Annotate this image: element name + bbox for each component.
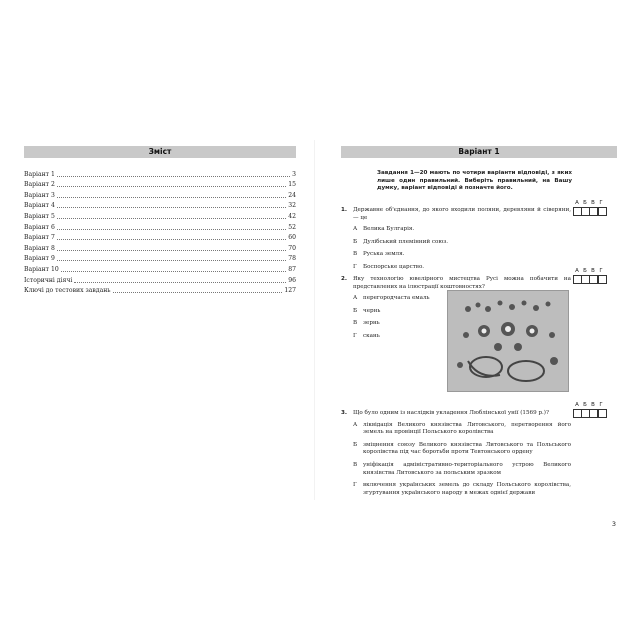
toc-entry-title: Варіант 6 [24,223,55,231]
toc-entry-page: 60 [288,234,296,242]
question-2 [341,276,571,346]
question-number: 1. [341,207,348,213]
option-letter: А [353,226,358,233]
question-3 [341,410,571,502]
answer-boxes[interactable] [573,409,606,418]
toc-entry-title: Варіант 9 [24,255,55,263]
toc-leader-dots [74,281,286,283]
options [341,422,571,498]
answer-grid-1[interactable] [573,200,606,216]
answer-grid-3[interactable] [573,402,606,418]
toc-entry-title: Історичні діячі [24,276,73,284]
answer-checkbox[interactable] [598,409,607,418]
answer-option [341,239,571,247]
toc-entry-title: Варіант 10 [24,265,59,273]
option-letter: В [353,320,358,327]
toc-entry-page: 96 [288,276,296,284]
table-of-contents [24,168,296,295]
toc-entry-page: 70 [288,244,296,252]
answer-label: А [575,402,579,408]
toc-entry-title: Варіант 3 [24,191,55,199]
page-number: 3 [611,520,616,528]
option-letter: В [353,461,358,468]
question-1 [341,207,571,277]
answer-option [341,295,441,303]
option-letter: Б [353,441,358,448]
variant-heading: Варіант 1 [341,146,617,158]
answer-label: Г [599,200,603,206]
toc-leader-dots [57,228,286,230]
options [341,226,571,271]
toc-leader-dots [57,249,286,251]
answer-boxes[interactable] [573,275,606,284]
answer-label: Б [583,200,587,206]
option-text: Велика Булгарія. [363,226,415,233]
toc-entry-page: 32 [288,202,296,210]
toc-entry[interactable] [24,200,296,211]
answer-label: А [575,200,579,206]
answer-option [341,422,571,437]
answer-option [341,442,571,457]
options [341,295,441,340]
option-letter: А [353,421,358,428]
answer-checkbox[interactable] [598,275,607,284]
option-text: включення українських земель до складу Польського королівства, згуртування українського народу в межах однієї держави [363,482,571,496]
toc-entry-page: 78 [288,255,296,263]
toc-entry[interactable] [24,210,296,221]
toc-leader-dots [61,270,287,272]
toc-entry-page: 3 [292,170,296,178]
toc-entry-page: 42 [288,212,296,220]
question-text: Що було одним із наслідків укладення Люблінської унії (1569 р.)? [353,410,549,416]
answer-grid-2[interactable] [573,268,606,284]
option-letter: Г [353,332,357,339]
toc-entry-page: 52 [288,223,296,231]
toc-entry-title: Варіант 5 [24,212,55,220]
question-text: Яку технологію ювелірного мистецтва Русі можна побачити на представлених на ілюстрації коштовностях? [353,276,571,290]
instructions: Завдання 1—20 мають по чотири варіанти відповіді, з яких лише один правильний. Виберіть правильний, на Вашу думку, варіант відповіді й позначте його. [377,170,572,192]
toc-entry-title: Варіант 7 [24,234,55,242]
toc-entry-title: Ключі до тестових завдань [24,287,111,295]
toc-entry[interactable] [24,168,296,179]
toc-entry[interactable] [24,253,296,264]
toc-entry-title: Варіант 4 [24,202,55,210]
toc-entry[interactable] [24,263,296,274]
option-text: зернь [363,320,380,327]
toc-leader-dots [57,185,286,187]
answer-checkbox[interactable] [598,207,607,216]
answer-label: Б [583,402,587,408]
option-text: зміцнення союзу Великого князівства Литовського та Польського королівства під час боротьби проти Тевтонського ордену [363,441,571,456]
answer-label: Г [599,402,603,408]
answer-option [341,333,441,341]
answer-label: Б [583,268,587,274]
option-text: чернь [363,307,381,314]
answer-option [341,264,571,272]
option-text: Дулібський племінний союз. [363,238,449,245]
option-letter: Б [353,238,358,245]
toc-entry-page: 87 [288,265,296,273]
contents-heading: Зміст [24,146,296,158]
toc-leader-dots [57,238,286,240]
toc-leader-dots [113,291,283,293]
toc-entry-page: 24 [288,191,296,199]
option-text: скань [363,332,380,339]
option-letter: Г [353,263,357,270]
toc-leader-dots [57,175,290,177]
answer-labels [573,200,605,207]
toc-entry[interactable] [24,221,296,232]
toc-entry[interactable] [24,242,296,253]
toc-leader-dots [57,196,286,198]
jewelry-photo [447,290,569,392]
option-letter: В [353,251,358,258]
answer-labels [573,402,605,409]
question-number: 3. [341,410,348,416]
answer-labels [573,268,605,275]
toc-entry[interactable] [24,274,296,285]
option-text: перегородчаста емаль [363,295,430,302]
answer-option [341,308,441,316]
right-page [315,0,630,630]
answer-label: В [591,402,595,408]
option-letter: Б [353,307,358,314]
answer-label: Г [599,268,603,274]
toc-entry-page: 15 [288,181,296,189]
toc-leader-dots [57,206,286,208]
toc-leader-dots [57,259,286,261]
toc-leader-dots [57,217,286,219]
toc-entry[interactable] [24,232,296,243]
answer-option [341,462,571,477]
answer-option [341,226,571,234]
toc-entry[interactable] [24,285,296,296]
option-text: ліквідація Великого князівства Литовського, перетворення його земель на провінції Польського королівства [363,421,571,436]
option-text: уніфікація адміністративно-територіального устрою Великого князівства Литовського за польським зразком [363,461,571,476]
answer-label: В [591,268,595,274]
toc-entry-title: Варіант 1 [24,170,55,178]
answer-option [341,251,571,259]
question-text: Державне об'єднання, до якого входили поляни, деревляни й сіверяни, — це [353,207,571,221]
answer-boxes[interactable] [573,207,606,216]
answer-label: А [575,268,579,274]
toc-entry-title: Варіант 8 [24,244,55,252]
option-letter: А [353,295,358,302]
answer-option [341,482,571,497]
toc-entry[interactable] [24,189,296,200]
toc-entry-title: Варіант 2 [24,181,55,189]
option-text: Боспорське царство. [363,263,425,270]
option-letter: Г [353,482,357,489]
toc-entry[interactable] [24,179,296,190]
answer-label: В [591,200,595,206]
option-text: Руська земля. [363,251,405,258]
question-number: 2. [341,276,348,282]
toc-entry-page: 127 [284,287,296,295]
answer-option [341,320,441,328]
